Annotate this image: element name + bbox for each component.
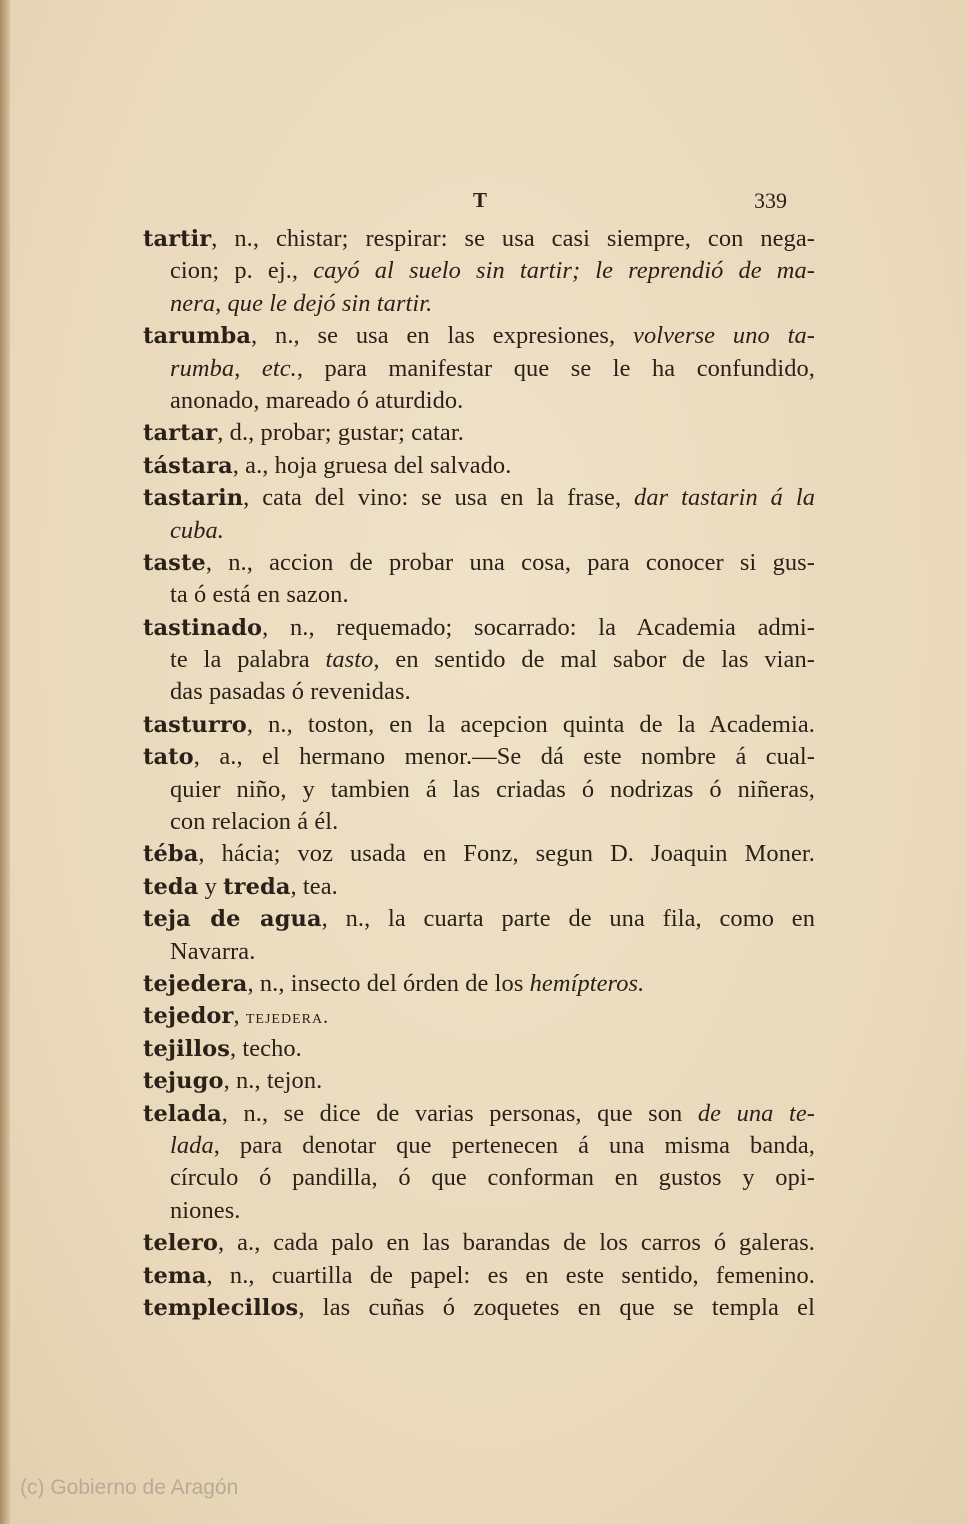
italic-text: dar tastarin á la (634, 484, 815, 512)
definition-text: Navarra. (170, 937, 256, 965)
definition-text: , (233, 1002, 246, 1030)
italic-text: hemípteros. (529, 969, 645, 997)
text-line (143, 936, 815, 968)
entry-headword: tejedor (143, 1003, 234, 1030)
definition-text: , d., probar; gustar; catar. (217, 419, 464, 447)
definition-text: das pasadas ó revenidas. (170, 678, 411, 706)
italic-text: cuba. (170, 516, 225, 544)
text-line (143, 450, 815, 482)
italic-text: lada (170, 1131, 214, 1159)
text-line (143, 547, 815, 579)
entry-headword: tartir (143, 226, 212, 252)
text-line (143, 774, 815, 806)
entry-headword: treda (223, 873, 291, 900)
entry-headword: tema (143, 1262, 207, 1289)
text-line (143, 1065, 815, 1097)
definition-text: cion; p. ej., (170, 257, 314, 285)
definition-text: círculo ó pandilla, ó que conforman en gustos y opi- (170, 1164, 815, 1192)
text-line (143, 1130, 815, 1162)
definition-text: , las cuñas ó zoquetes en que se templa el (298, 1293, 815, 1321)
watermark-credit: (c) Gobierno de Aragón (20, 1476, 239, 1499)
italic-text: cayó al suelo sin tartir; le reprendió de ma- (313, 257, 815, 285)
text-line (143, 255, 815, 287)
italic-text: rumba (170, 354, 235, 382)
cross-reference: tejedera. (245, 1006, 330, 1029)
italic-text: de una te- (697, 1099, 815, 1127)
text-line (143, 1033, 815, 1065)
text-line (143, 320, 815, 352)
italic-text: volverse uno ta- (633, 322, 815, 350)
dictionary-entries (143, 223, 815, 1324)
entry-headword: tasturro (143, 711, 247, 738)
definition-text: quier niño, y tambien á las criadas ó nodrizas ó niñeras, (170, 775, 815, 803)
text-line (143, 1000, 815, 1032)
text-line (143, 1162, 815, 1194)
definition-text: , para denotar que pertenecen á una misma banda, (213, 1131, 815, 1159)
definition-text: y (198, 872, 224, 900)
definition-text: , n., requemado; socarrado: la Academia admi- (262, 613, 815, 641)
definition-text: , n., se usa en las expresiones, (251, 322, 634, 350)
text-line (143, 353, 815, 385)
running-header (143, 188, 815, 220)
entry-headword: templecillos (143, 1294, 299, 1321)
definition-text: , a., cada palo en las barandas de los carros ó galeras. (218, 1229, 815, 1257)
text-line (143, 903, 815, 935)
entry-headword: tarumba (143, 323, 252, 350)
definition-text: , a., hoja gruesa del salvado. (232, 451, 512, 479)
entry-headword: tejedera (143, 970, 248, 997)
definition-text: , para manifestar que se le ha confundido, (296, 354, 815, 382)
definition-text: , n., accion de probar una cosa, para conocer si gus- (205, 548, 815, 576)
definition-text: , n., insecto del órden de los (247, 969, 530, 997)
text-line (143, 838, 815, 870)
entry-headword: teja de agua (143, 906, 322, 933)
text-line (143, 579, 815, 611)
italic-text: nera (170, 289, 216, 317)
italic-text: tasto (325, 646, 374, 674)
definition-text: , n., toston, en la acepcion quinta de la Academia. (246, 710, 815, 738)
text-line (143, 1195, 815, 1227)
text-line (143, 385, 815, 417)
definition-text: , (215, 289, 228, 317)
definition-text: con relacion á él. (170, 808, 339, 836)
definition-text: , n., chistar; respirar: se usa casi siempre, con nega- (211, 225, 815, 252)
text-line (143, 1260, 815, 1292)
text-line (143, 1227, 815, 1259)
text-line (143, 482, 815, 514)
text-line (143, 741, 815, 773)
definition-text: , en sentido de mal sabor de las vian- (373, 646, 815, 674)
entry-headword: tastinado (143, 614, 263, 641)
page-edge-shadow (0, 0, 10, 1524)
entry-headword: telero (143, 1230, 219, 1257)
text-line (143, 676, 815, 708)
definition-text: , techo. (229, 1034, 302, 1062)
text-line (143, 968, 815, 1000)
text-line (143, 644, 815, 676)
entry-headword: téba (143, 841, 199, 868)
entry-headword: tejugo (143, 1068, 224, 1095)
entry-headword: teda (143, 873, 199, 900)
text-line (143, 612, 815, 644)
definition-text: te la palabra (170, 646, 326, 674)
entry-headword: telada (143, 1100, 222, 1127)
text-line (143, 1292, 815, 1324)
text-line (143, 288, 815, 320)
entry-headword: taste (143, 549, 206, 576)
text-line (143, 515, 815, 547)
text-line (143, 806, 815, 838)
entry-headword: tejillos (143, 1035, 230, 1062)
definition-text: , cata del vino: se usa en la frase, (243, 484, 635, 512)
definition-text: ta ó está en sazon. (170, 581, 349, 609)
italic-text: etc. (261, 354, 297, 382)
entry-headword: tástara (143, 452, 233, 479)
text-line (143, 417, 815, 449)
text-line (143, 709, 815, 741)
definition-text: anonado, mareado ó aturdido. (170, 386, 464, 414)
italic-text: que le dejó sin tartir. (227, 289, 433, 317)
definition-text: , n., la cuarta parte de una fila, como en (321, 905, 815, 933)
text-line (143, 223, 815, 255)
definition-text: , tea. (290, 872, 338, 900)
definition-text: , n., se dice de varias personas, que son (221, 1099, 698, 1127)
definition-text: , n., tejon. (223, 1067, 323, 1095)
entry-headword: tartar (143, 420, 218, 447)
definition-text: , hácia; voz usada en Fonz, segun D. Joaquin Moner. (198, 840, 815, 868)
section-letter: T (473, 188, 488, 212)
page-number: 339 (754, 188, 787, 213)
text-line (143, 871, 815, 903)
entry-headword: tato (143, 744, 194, 771)
definition-text: niones. (170, 1196, 241, 1224)
definition-text: , (234, 354, 262, 382)
entry-headword: tastarin (143, 485, 244, 512)
definition-text: , a., el hermano menor.—Se dá este nombre á cual- (193, 743, 815, 771)
definition-text: , n., cuartilla de papel: es en este sentido, femenino. (206, 1261, 815, 1289)
text-line (143, 1098, 815, 1130)
